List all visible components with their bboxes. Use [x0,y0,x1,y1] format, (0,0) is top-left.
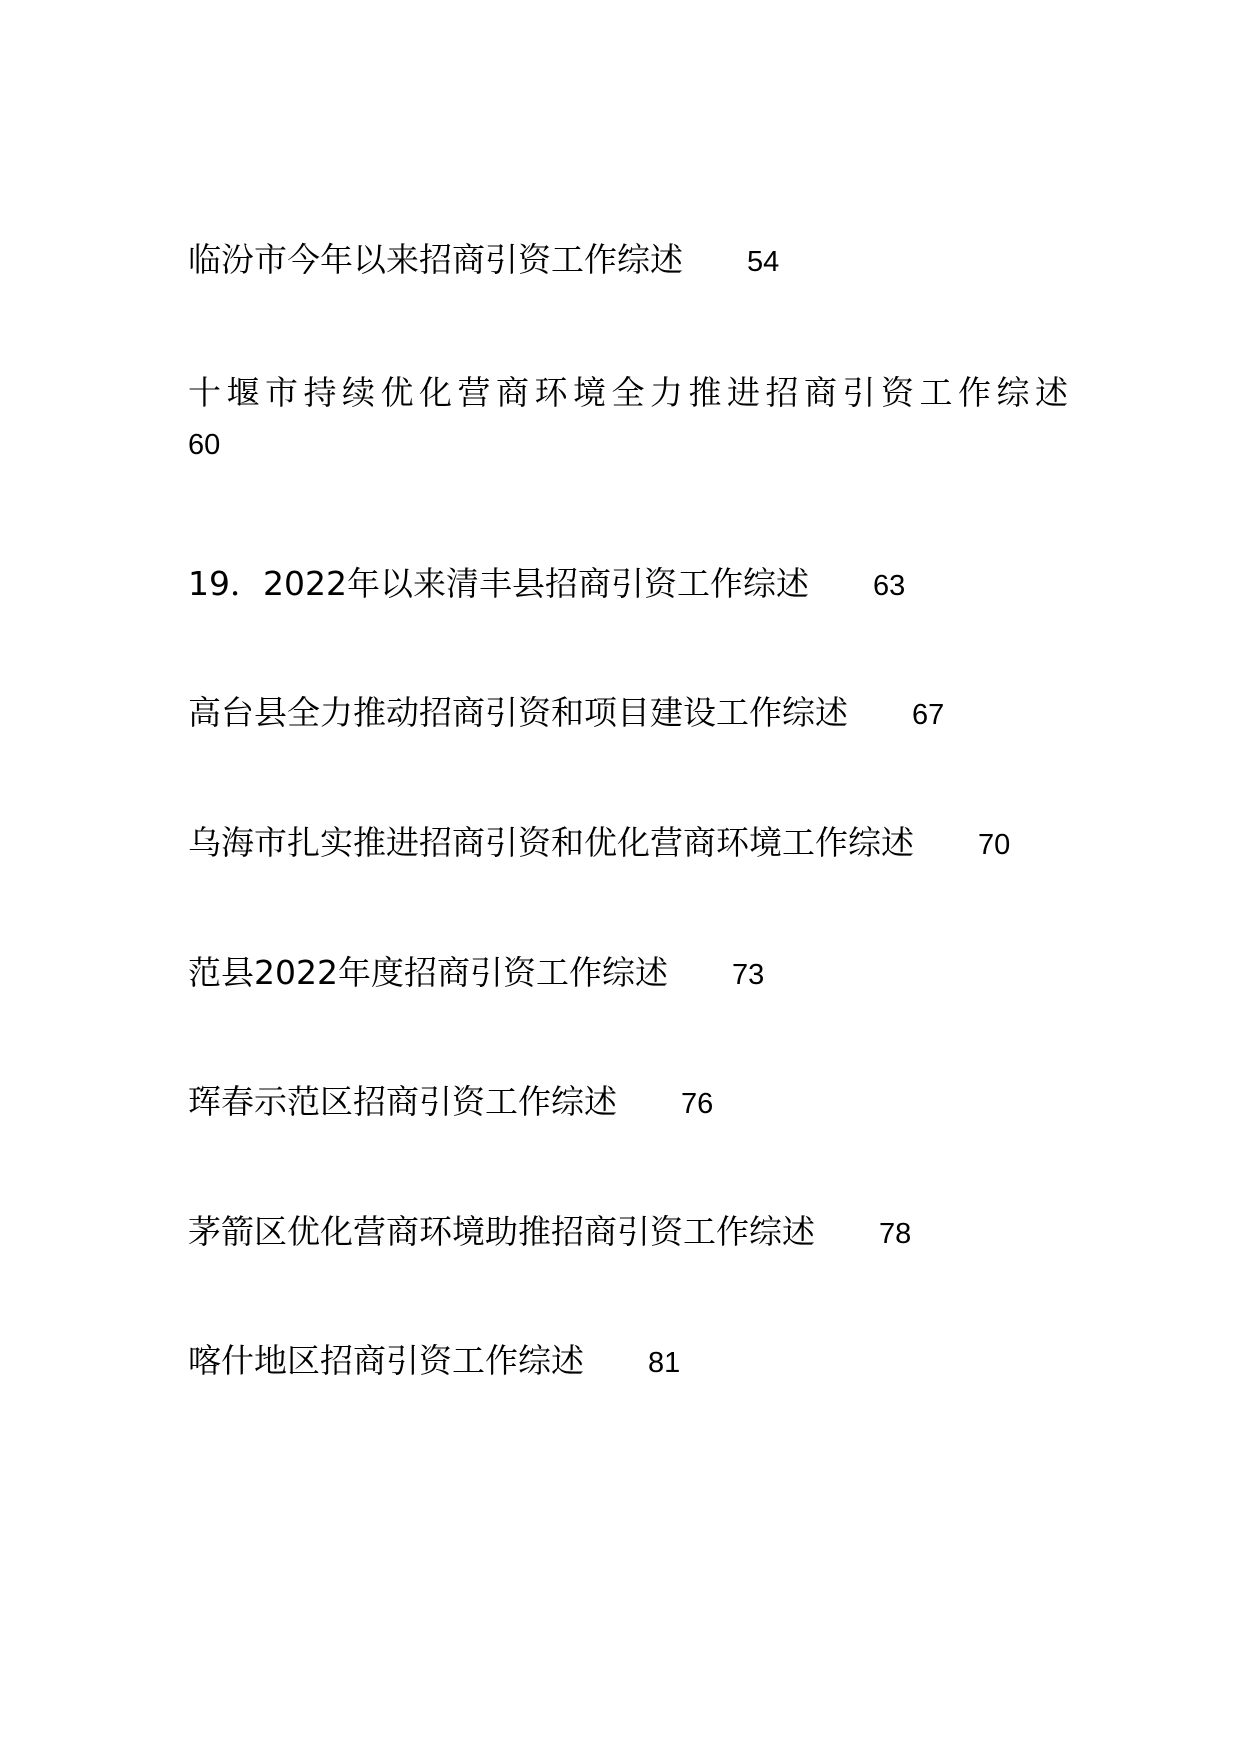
toc-entry-title: 珲春示范区招商引资工作综述 [188,1082,617,1121]
toc-entry-title: 19．2022年以来清丰县招商引资工作综述 [188,564,809,603]
toc-entry-page-number: 81 [648,1347,681,1379]
toc-entry-title: 乌海市扎实推进招商引资和优化营商环境工作综述 [188,823,914,862]
toc-entry-page-number: 78 [879,1218,912,1250]
toc-entry-title: 茅箭区优化营商环境助推招商引资工作综述 [188,1212,815,1251]
toc-entry-page-number: 73 [731,959,765,991]
toc-entry [188,1082,713,1124]
toc-entry-page-number: 70 [978,829,1011,861]
toc-entry [188,693,944,735]
toc-entry-title: 喀什地区招商引资工作综述 [188,1341,584,1380]
toc-entry-page-number: 67 [912,699,945,731]
toc-entry [188,823,1010,865]
toc-entry-page-number: 54 [747,246,780,278]
toc-entry [188,953,764,995]
toc-entry-page-number: 63 [872,570,906,602]
toc-entry [188,1212,911,1254]
toc-entry-page-number: 76 [681,1088,714,1120]
toc-entry-title: 临汾市今年以来招商引资工作综述 [188,240,683,279]
toc-entry [188,240,779,282]
toc-entry-page-number: 60 [188,429,221,461]
toc-entry-title: 十堰市持续优化营商环境全力推进招商引资工作综述 [188,373,1074,412]
toc-entry-title: 范县2022年度招商引资工作综述 [188,953,668,992]
toc-entry [188,1341,680,1383]
toc-entry [188,360,1088,465]
toc-entry [188,564,905,606]
toc-entry-title: 高台县全力推动招商引资和项目建设工作综述 [188,693,848,732]
